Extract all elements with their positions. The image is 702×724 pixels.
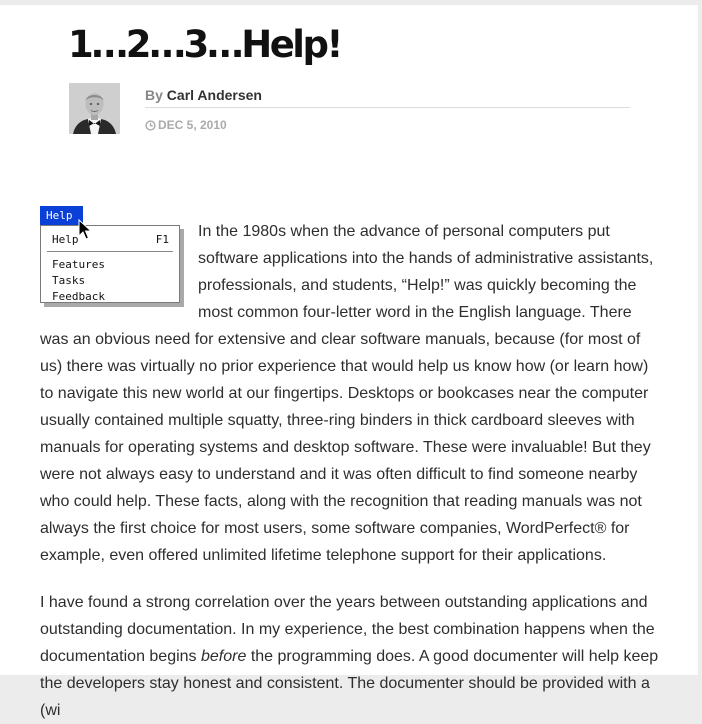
clock-icon <box>145 120 156 134</box>
post-date <box>145 118 227 134</box>
post-date-text: DEC 5, 2010 <box>158 118 227 132</box>
emphasized-text: before <box>201 648 247 665</box>
menu-item-tasks: Tasks <box>52 274 86 287</box>
paragraph-text: I have found a strong correlation over the years between outstanding applications and outstanding documentation. In my experience, the best combination happens when the documentation begins <box>40 594 655 665</box>
menu-title-help: Help <box>40 206 83 225</box>
article-paragraph: In the 1980s when the advance of personal computers put software applications into the hands of administrative assistants, professionals, and students, “Help!” was quickly becoming the most common four-letter word in the English language. There was an obvious need for extensive and clear software manuals, because (for most of us) there was virtually no prior experience that would help us know how (or learn how) to navigate this new world at our fingertips. Desktops or bookcases near the computer usually contained multiple squatty, three-ring binders in thick cardboard sleeves with manuals for operating systems and desktop software. These were invaluable! But they were not always easy to understand and it was often difficult to find someone nearby who could help. These facts, along with the recognition that reading manuals was not always the first choice for most users, some software companies, WordPerfect® for example, even offered unlimited lifetime telephone support for their applications. <box>40 223 654 564</box>
article-paragraph <box>40 589 662 724</box>
article-body <box>40 218 662 724</box>
article-page <box>0 5 698 719</box>
byline <box>145 87 630 108</box>
paragraph-text: the programming does. A good documenter will help keep the developers stay honest and consistent. The documenter should be provided with a (wi <box>40 648 659 719</box>
menu-item-features: Features <box>52 258 105 271</box>
by-label: By <box>145 87 163 103</box>
menu-item-feedback: Feedback <box>52 290 105 303</box>
author-name-link[interactable]: Carl Andersen <box>166 87 262 103</box>
menu-shortcut-f1: F1 <box>155 233 169 246</box>
author-avatar[interactable] <box>69 83 120 134</box>
menu-item-help: Help <box>52 233 79 246</box>
post-title: 1…2…3…Help! <box>68 23 341 66</box>
